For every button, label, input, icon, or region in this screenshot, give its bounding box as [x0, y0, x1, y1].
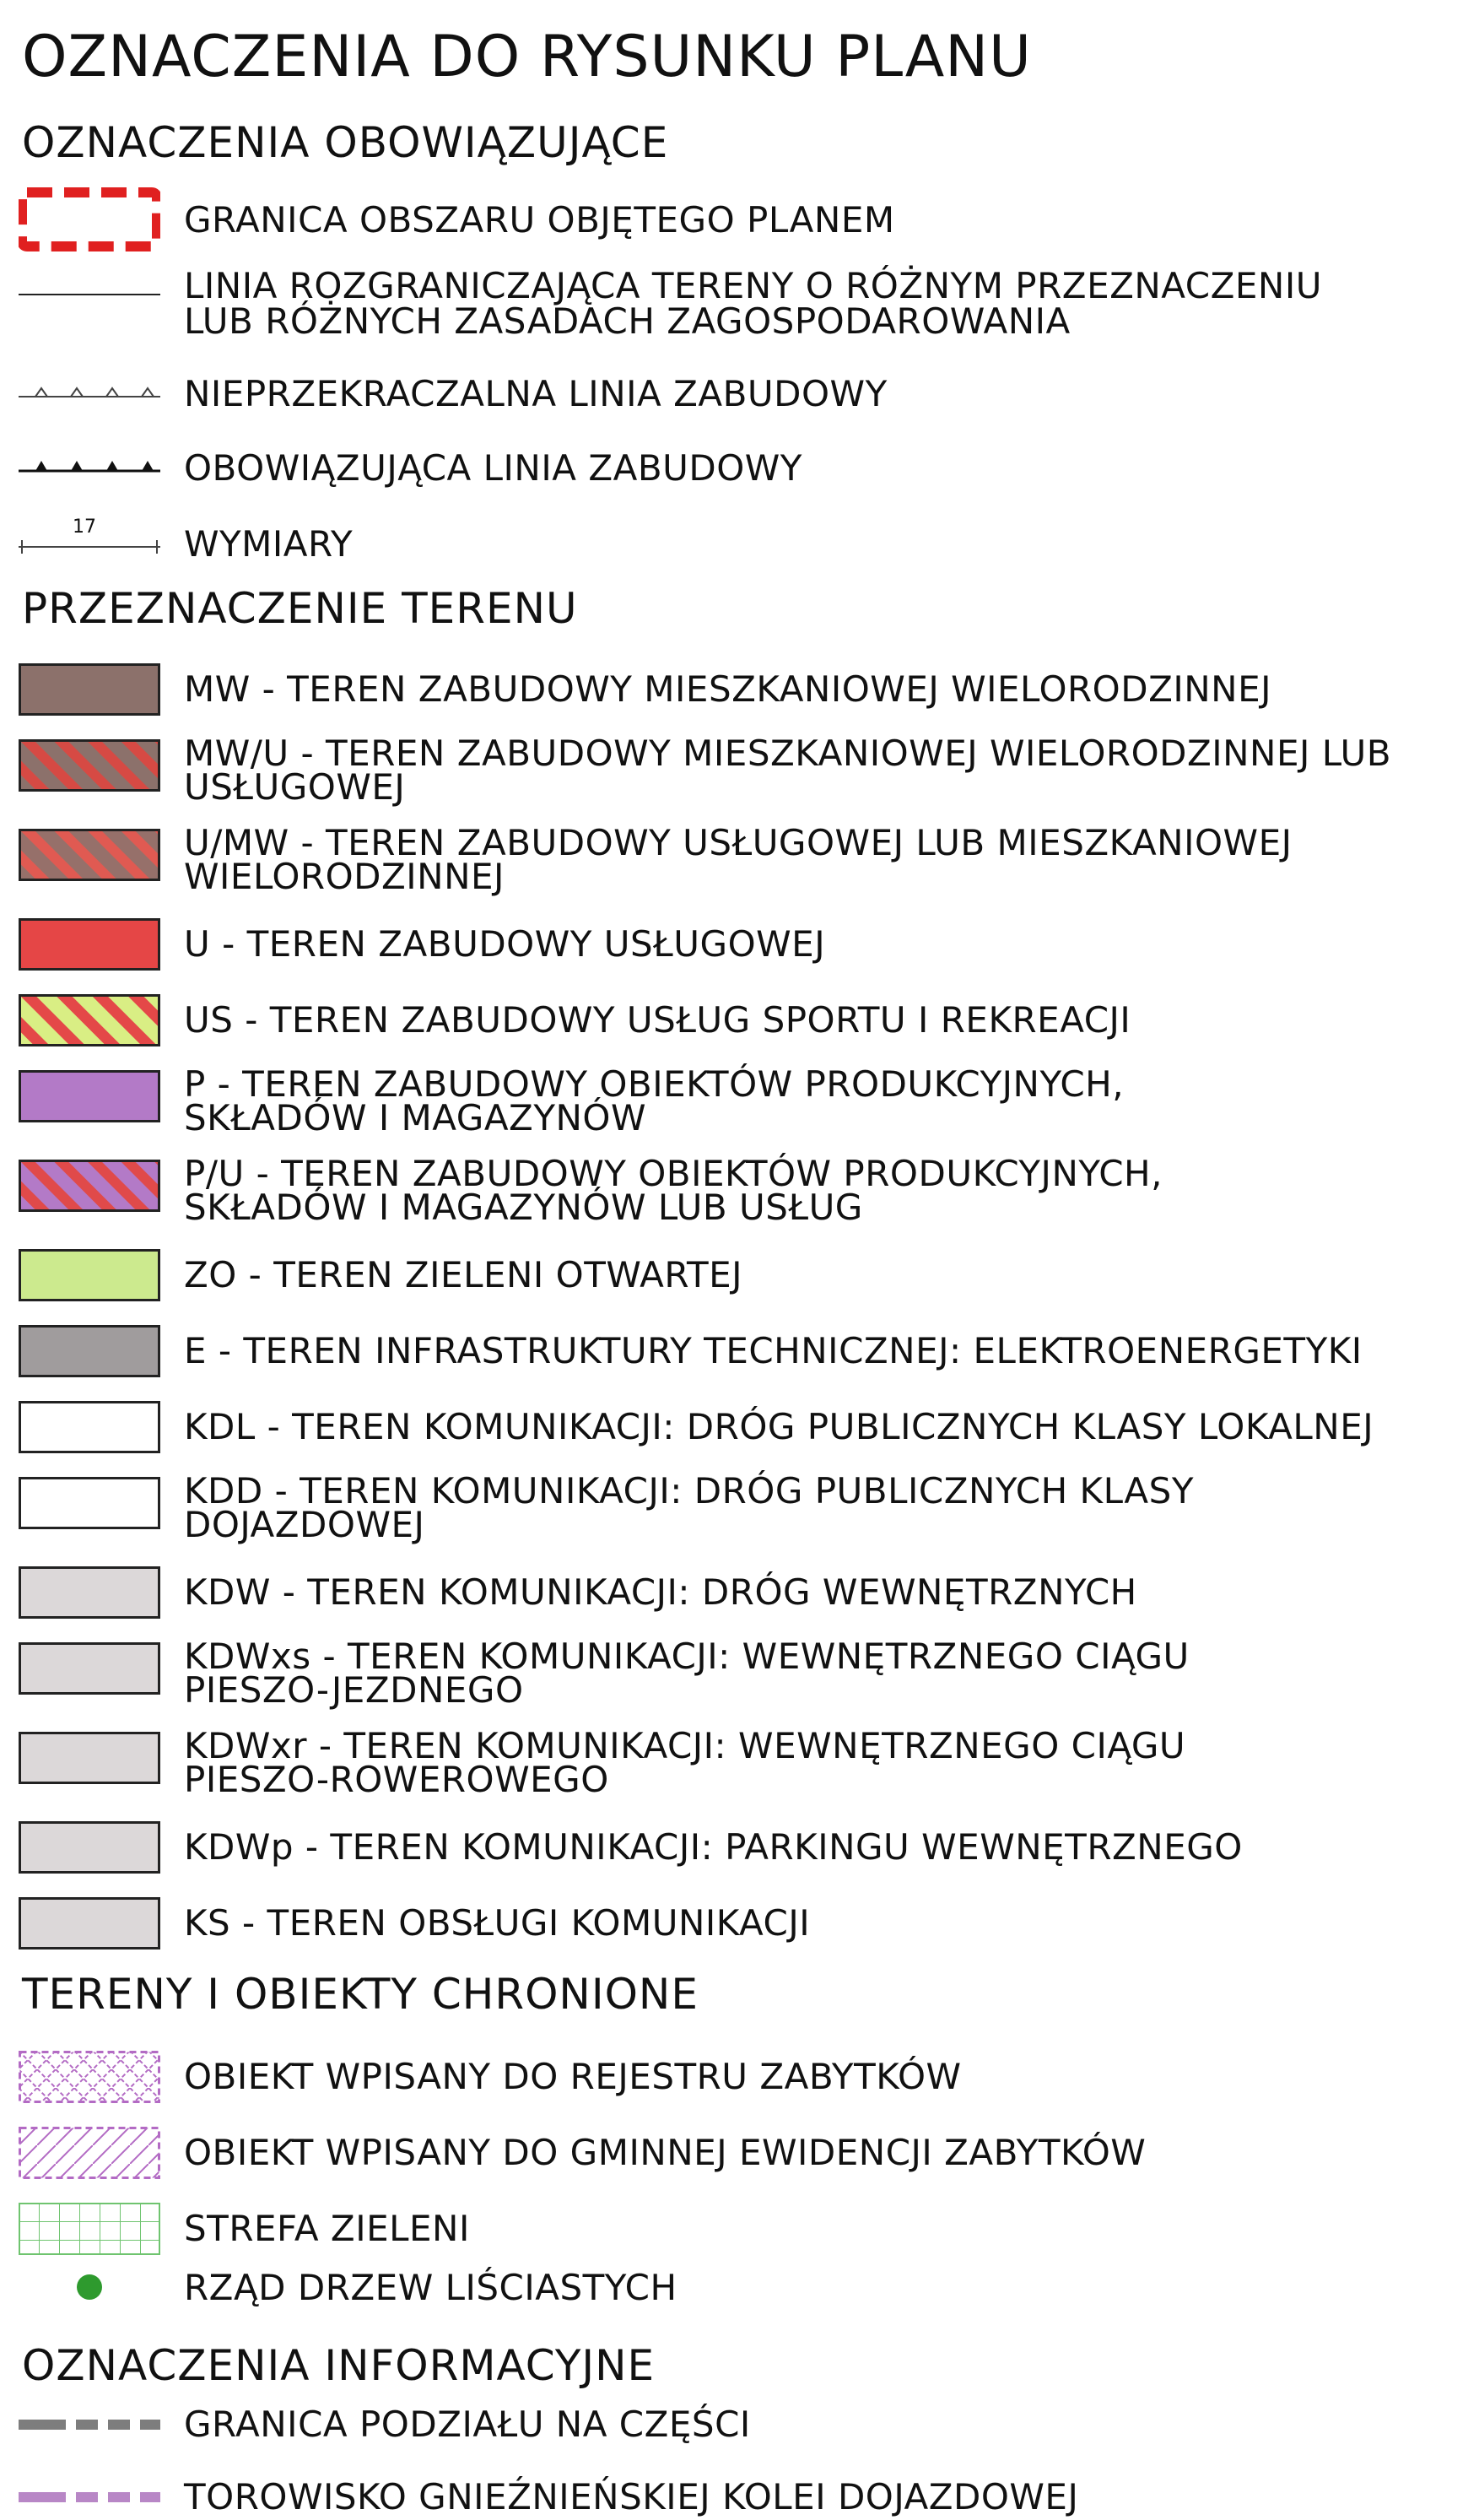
label-tree-row: RZĄD DRZEW LIŚCIASTYCH — [184, 2267, 677, 2308]
tree-icon — [19, 2270, 160, 2304]
label-u: U - TEREN ZABUDOWY USŁUGOWEJ — [184, 923, 826, 965]
label-kdwxr-2: PIESZO-ROWEROWEGO — [184, 1759, 609, 1800]
kdw-swatch — [19, 1566, 160, 1619]
division-boundary-symbol — [19, 2412, 160, 2437]
label-kdl: KDL - TEREN KOMUNIKACJI: DRÓG PUBLICZNYCH KLASY LOKALNEJ — [184, 1406, 1374, 1447]
section-informacyjne: OZNACZENIA INFORMACYJNE — [22, 2341, 656, 2390]
legend-title: OZNACZENIA DO RYSUNKU PLANU — [22, 24, 1032, 90]
mandatory-building-line-symbol — [19, 454, 160, 479]
label-p-1: P - TEREN ZABUDOWY OBIEKTÓW PRODUKCYJNYCH, — [184, 1063, 1125, 1105]
label-mandatory-building-line: OBOWIĄZUJĄCA LINIA ZABUDOWY — [184, 447, 802, 489]
dimension-value: 17 — [73, 516, 96, 538]
e-swatch — [19, 1325, 160, 1377]
u-swatch — [19, 918, 160, 971]
label-zo: ZO - TEREN ZIELENI OTWARTEJ — [184, 1254, 743, 1295]
label-p-2: SKŁADÓW I MAGAZYNÓW — [184, 1097, 646, 1138]
section-obowiazujace: OZNACZENIA OBOWIĄZUJĄCE — [22, 118, 669, 167]
label-railway-track: TOROWISKO GNIEŹNIEŃSKIEJ KOLEI DOJAZDOWEJ — [184, 2476, 1079, 2517]
label-umw-2: WIELORODZINNEJ — [184, 856, 505, 897]
section-chronione: TERENY I OBIEKTY CHRONIONE — [22, 1970, 699, 2019]
kdwxr-swatch — [19, 1732, 160, 1784]
kdd-swatch — [19, 1477, 160, 1529]
label-division-boundary: GRANICA PODZIAŁU NA CZĘŚCI — [184, 2404, 751, 2445]
label-umw-1: U/MW - TEREN ZABUDOWY USŁUGOWEJ LUB MIESZKANIOWEJ — [184, 822, 1293, 863]
label-plan-boundary: GRANICA OBSZARU OBJĘTEGO PLANEM — [184, 199, 895, 241]
label-kdw: KDW - TEREN KOMUNIKACJI: DRÓG WEWNĘTRZNYCH — [184, 1571, 1137, 1613]
label-green-zone: STREFA ZIELENI — [184, 2208, 470, 2249]
zo-swatch — [19, 1249, 160, 1301]
label-mwu-1: MW/U - TEREN ZABUDOWY MIESZKANIOWEJ WIELORODZINNEJ LUB — [184, 733, 1392, 774]
kdl-swatch — [19, 1401, 160, 1453]
non-exceedable-building-line-symbol — [19, 380, 160, 405]
ks-swatch — [19, 1897, 160, 1949]
label-dividing-line-1: LINIA ROZGRANICZAJĄCA TERENY O RÓŻNYM PRZEZNACZENIU — [184, 265, 1322, 306]
us-swatch — [19, 994, 160, 1046]
register-monument-symbol — [19, 2051, 160, 2103]
municipal-monument-symbol — [19, 2127, 160, 2179]
label-mwu-2: USŁUGOWEJ — [184, 766, 406, 808]
label-dimensions: WYMIARY — [184, 523, 354, 565]
label-pu-1: P/U - TEREN ZABUDOWY OBIEKTÓW PRODUKCYJNYCH, — [184, 1153, 1163, 1194]
label-e: E - TEREN INFRASTRUKTURY TECHNICZNEJ: ELEKTROENERGETYKI — [184, 1330, 1363, 1371]
section-przeznaczenie: PRZEZNACZENIE TERENU — [22, 584, 578, 633]
label-mw: MW - TEREN ZABUDOWY MIESZKANIOWEJ WIELORODZINNEJ — [184, 668, 1272, 710]
umw-swatch — [19, 829, 160, 881]
p-swatch — [19, 1070, 160, 1122]
label-pu-2: SKŁADÓW I MAGAZYNÓW LUB USŁUG — [184, 1187, 863, 1228]
mwu-swatch — [19, 739, 160, 792]
label-ks: KS - TEREN OBSŁUGI KOMUNIKACJI — [184, 1902, 811, 1944]
label-dividing-line-2: LUB RÓŻNYCH ZASADACH ZAGOSPODAROWANIA — [184, 300, 1071, 342]
mw-swatch — [19, 663, 160, 716]
label-kdwp: KDWp - TEREN KOMUNIKACJI: PARKINGU WEWNĘTRZNEGO — [184, 1826, 1243, 1868]
green-zone-symbol — [19, 2203, 160, 2255]
railway-track-symbol — [19, 2485, 160, 2510]
label-us: US - TEREN ZABUDOWY USŁUG SPORTU I REKREACJI — [184, 999, 1131, 1041]
kdwxs-swatch — [19, 1642, 160, 1695]
dividing-line-symbol — [19, 282, 160, 307]
label-kdwxs-2: PIESZO-JEZDNEGO — [184, 1669, 524, 1711]
label-register-monument: OBIEKT WPISANY DO REJESTRU ZABYTKÓW — [184, 2056, 962, 2097]
label-municipal-monument: OBIEKT WPISANY DO GMINNEJ EWIDENCJI ZABYTKÓW — [184, 2132, 1147, 2173]
plan-boundary-symbol — [19, 187, 160, 251]
label-kdwxr-1: KDWxr - TEREN KOMUNIKACJI: WEWNĘTRZNEGO CIĄGU — [184, 1725, 1186, 1766]
kdwp-swatch — [19, 1821, 160, 1874]
pu-swatch — [19, 1160, 160, 1212]
label-kdd-1: KDD - TEREN KOMUNIKACJI: DRÓG PUBLICZNYCH KLASY — [184, 1470, 1194, 1511]
label-kdd-2: DOJAZDOWEJ — [184, 1504, 425, 1545]
label-kdwxs-1: KDWxs - TEREN KOMUNIKACJI: WEWNĘTRZNEGO CIĄGU — [184, 1636, 1190, 1677]
label-non-exceedable-building-line: NIEPRZEKRACZALNA LINIA ZABUDOWY — [184, 373, 888, 414]
